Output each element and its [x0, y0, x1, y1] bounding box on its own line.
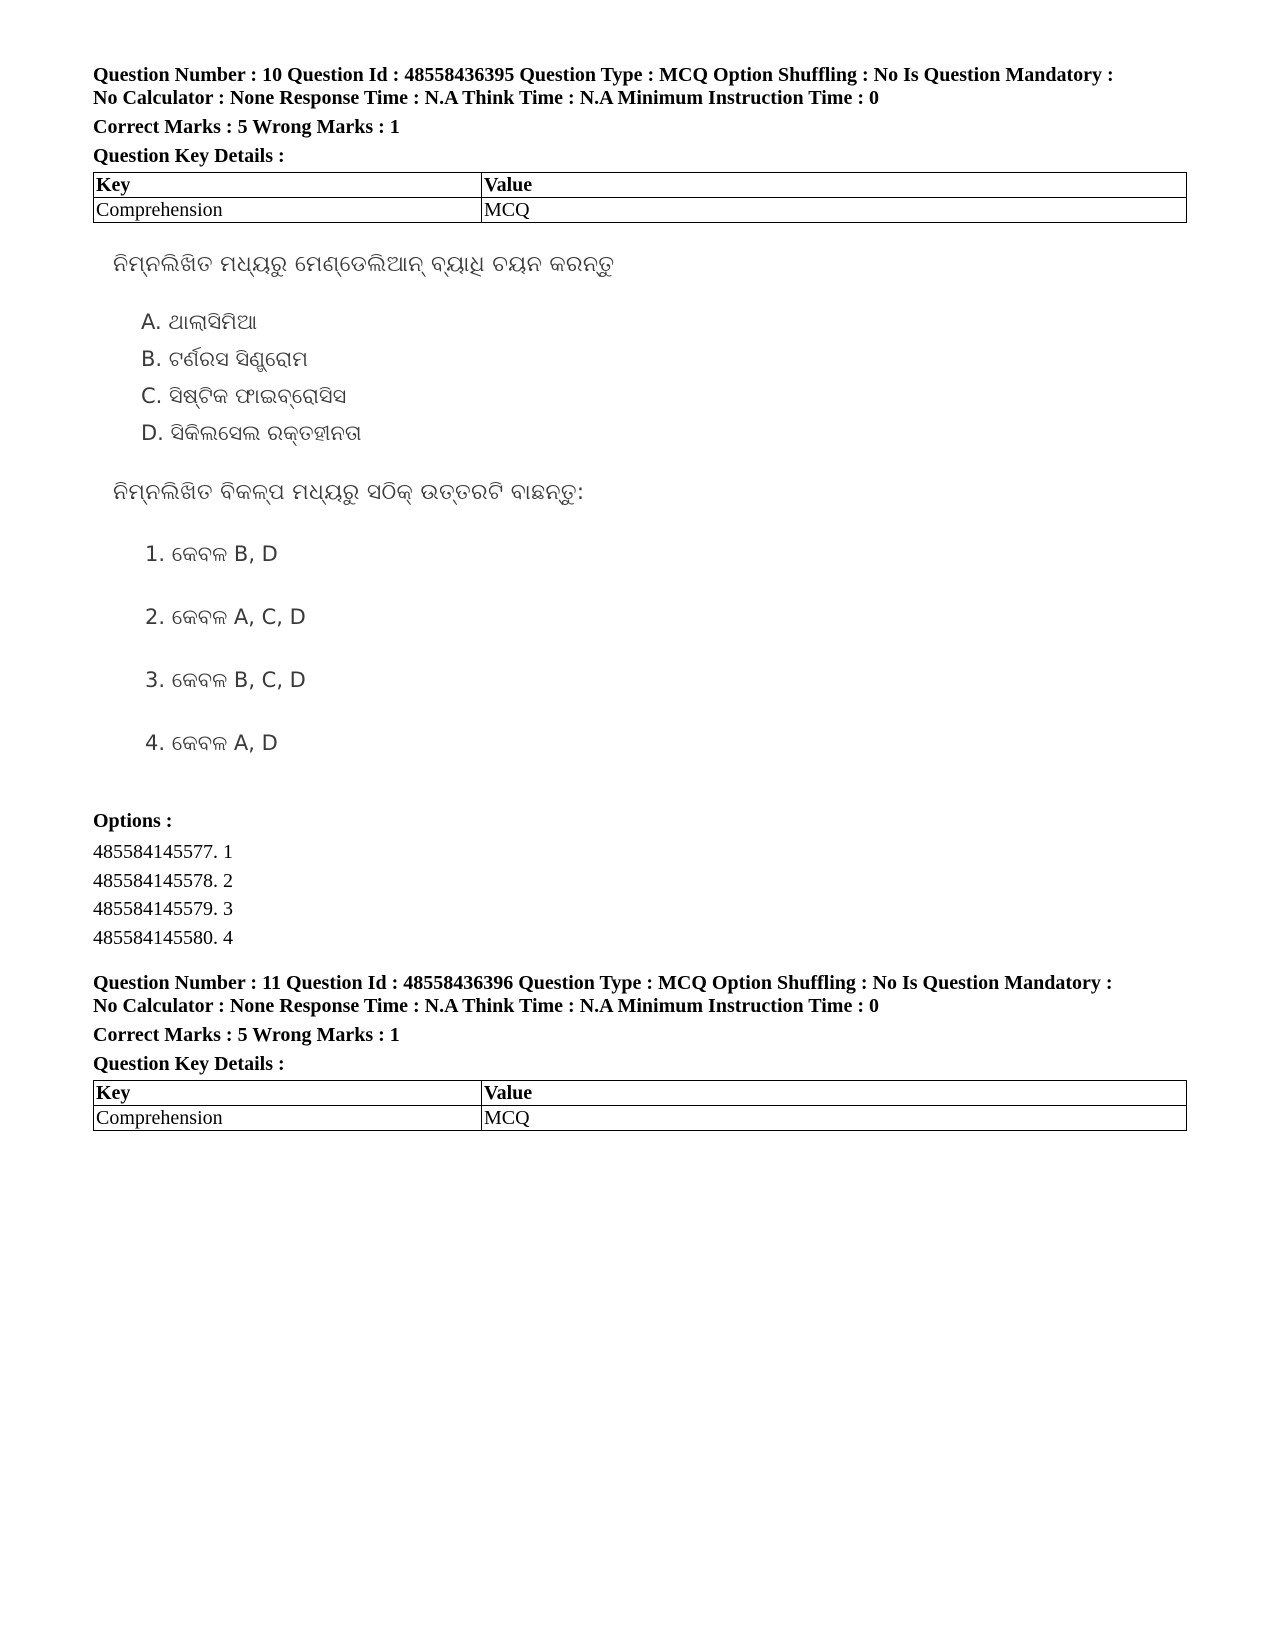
list-item: 485584145577. 1	[93, 841, 233, 863]
question-11-marks: Correct Marks : 5 Wrong Marks : 1	[93, 1024, 400, 1046]
question-item-c: C. ସିଷ୍ଟିକ ଫାଇବ୍ରୋସିସ	[141, 384, 347, 408]
list-item: 485584145578. 2	[93, 869, 233, 892]
question-10-header-line1: Question Number : 10 Question Id : 48558436395 Question Type : MCQ Option Shuffling : No Is Question Mandatory :	[93, 64, 1114, 86]
choice-2: 2. କେବଳ A, C, D	[145, 605, 306, 629]
question-11-block	[93, 972, 1193, 1131]
value-column-header: Value	[482, 173, 1187, 198]
question-10-header-line2: No Calculator : None Response Time : N.A Think Time : N.A Minimum Instruction Time : 0	[93, 87, 879, 109]
question-11-header-line2: No Calculator : None Response Time : N.A Think Time : N.A Minimum Instruction Time : 0	[93, 995, 879, 1017]
value-cell: MCQ	[482, 198, 1187, 223]
table-header-row	[94, 173, 1187, 198]
question-item-d: D. ସିକିଲସେଲ ରକ୍ତହୀନତା	[141, 421, 362, 445]
choice-3: 3. କେବଳ B, C, D	[145, 668, 306, 692]
question-stem: ନିମ୍ନଲିଖିତ ମଧ୍ୟରୁ ମେଣ୍ଡେଲିଆନ୍ ବ୍ୟାଧି ଚୟନ କରନ୍ତୁ	[113, 252, 615, 277]
table-row	[94, 1106, 1187, 1131]
key-cell: Comprehension	[94, 1106, 482, 1131]
choice-4: 4. କେବଳ A, D	[145, 731, 278, 755]
question-10-key-details-label: Question Key Details :	[93, 145, 285, 167]
value-column-header: Value	[482, 1081, 1187, 1106]
key-column-header: Key	[94, 173, 482, 198]
question-item-b: B. ଟର୍ଣରସ ସିଣ୍ଡ୍ରୋମ	[141, 347, 308, 371]
question-10-key-table	[93, 172, 1187, 223]
question-10-image	[113, 252, 615, 782]
options-label: Options :	[93, 810, 173, 832]
key-column-header: Key	[94, 1081, 482, 1106]
value-cell: MCQ	[482, 1106, 1187, 1131]
question-11-key-details-label: Question Key Details :	[93, 1053, 285, 1075]
question-10-marks: Correct Marks : 5 Wrong Marks : 1	[93, 116, 400, 138]
question-11-key-table	[93, 1080, 1187, 1131]
list-item: 485584145579. 3	[93, 898, 233, 920]
question-11-header-line1: Question Number : 11 Question Id : 48558436396 Question Type : MCQ Option Shuffling : No Is Question Mandatory :	[93, 972, 1113, 994]
options-list	[93, 838, 233, 952]
choose-prompt: ନିମ୍ନଲିଖିତ ବିକଳ୍ପ ମଧ୍ୟରୁ ସଠିକ୍ ଉତ୍ତରଟି ବାଛନ୍ତୁ:	[113, 480, 585, 505]
table-header-row	[94, 1081, 1187, 1106]
table-row	[94, 198, 1187, 223]
list-item: 485584145580. 4	[93, 926, 233, 949]
question-10-block	[93, 64, 1193, 223]
key-cell: Comprehension	[94, 198, 482, 223]
question-item-a: A. ଥାଲାସିମିଆ	[141, 310, 258, 334]
choice-1: 1. କେବଳ B, D	[145, 542, 278, 566]
